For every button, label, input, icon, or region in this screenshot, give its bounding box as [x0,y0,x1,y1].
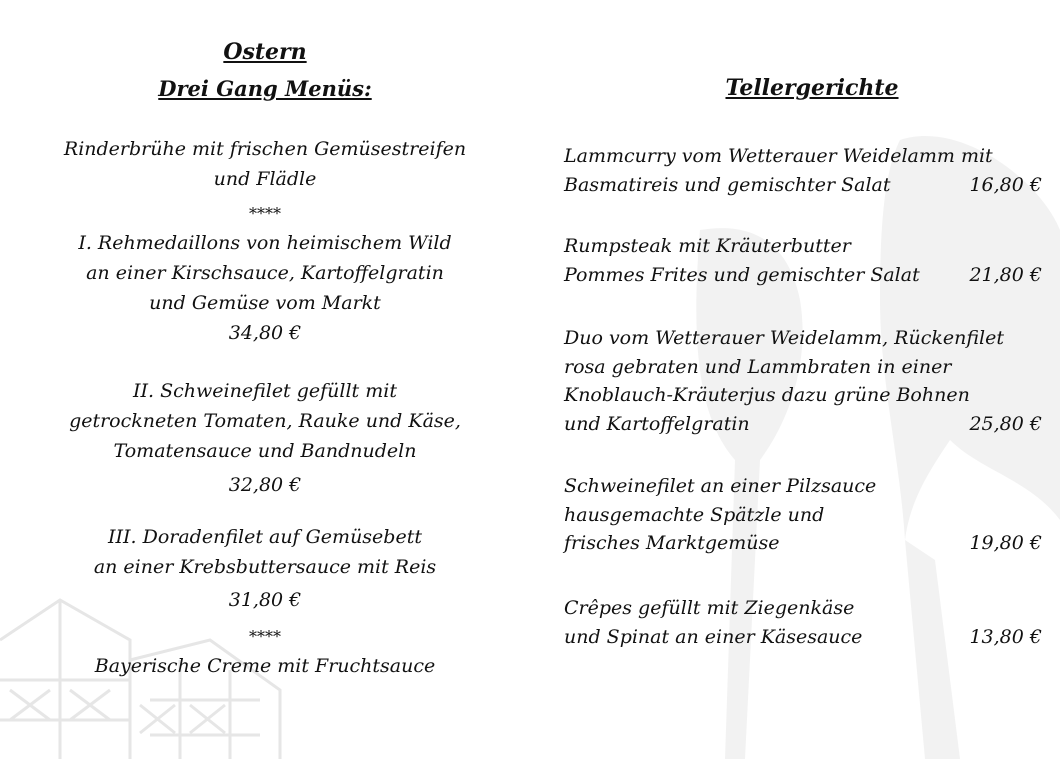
menu2-line-2: getrockneten Tomaten, Rauke und Käse, [69,410,461,432]
wine-glass-drawing [696,136,1060,759]
menu1-price: 34,80 € [228,322,302,344]
menu2-price: 32,80 € [228,474,302,496]
dish-line-text: und Spinat an einer Käsesauce [564,625,863,648]
dish-line-text: frisches Marktgemüse [564,532,780,554]
dish-line: Duo vom Wetterauer Weidelamm, Rückenfilet [564,327,1004,349]
dessert-line: Bayerische Creme mit Fruchtsauce [94,655,436,677]
plate-dishes-column [564,72,1042,648]
dish-item [564,232,1042,289]
dish-price: 13,80 € [969,625,1042,648]
dish-line: rosa gebraten und Lammbraten in einer [564,355,952,378]
dish-line: hausgemachte Spätzle und [564,503,825,526]
dish-price: 21,80 € [969,263,1042,286]
dish-item [564,142,1042,199]
starter-line-1: Rinderbrühe mit frischen Gemüsestreifen [63,138,467,160]
dish-line [564,171,1042,200]
dish-line [564,261,1042,290]
starter-line-2: und Flädle [213,168,317,190]
dish-line: Lammcurry vom Wetterauer Weidelamm mit [564,145,993,167]
dish-price: 25,80 € [969,412,1042,435]
menu1-line-2: an einer Kirschsauce, Kartoffelgratin [86,262,444,284]
menu3-line-1: III. Doradenfilet auf Gemüsebett [108,526,422,548]
dish-price: 16,80 € [969,173,1042,196]
menu2-line-3: Tomatensauce und Bandnudeln [113,440,417,462]
three-course-menus-title: Drei Gang Menüs: [158,76,372,101]
easter-menu-column [60,36,470,681]
dish-line: Crêpes gefüllt mit Ziegenkäse [564,597,855,619]
menu2-line-1: II. Schweinefilet gefüllt mit [133,380,397,402]
dish-line: Knoblauch-Kräuterjus dazu grüne Bohnen [564,384,970,406]
dish-item [564,594,1042,651]
separator-stars-2: **** [249,627,281,646]
plate-dishes-title: Tellergerichte [725,75,899,101]
menu3-line-2: an einer Krebsbuttersauce mit Reis [93,556,437,578]
dish-line: Schweinefilet an einer Pilzsauce [564,475,877,497]
dish-line [564,410,1042,439]
dish-price: 19,80 € [969,532,1042,554]
dish-line-text: und Kartoffelgratin [564,412,750,435]
menu1-line-3: und Gemüse vom Markt [149,292,381,314]
menu3-price: 31,80 € [228,589,302,611]
dish-item [564,472,1042,558]
dish-line-text: Pommes Frites und gemischter Salat [564,263,920,286]
separator-stars: **** [249,204,281,223]
dish-item [564,324,1042,438]
dish-line [564,529,1042,558]
dish-line: Rumpsteak mit Kräuterbutter [564,235,851,257]
easter-title: Ostern [223,39,307,65]
dish-line [564,623,1042,652]
menu1-line-1: I. Rehmedaillons von heimischem Wild [78,232,452,254]
dish-line-text: Basmatireis und gemischter Salat [564,173,891,196]
